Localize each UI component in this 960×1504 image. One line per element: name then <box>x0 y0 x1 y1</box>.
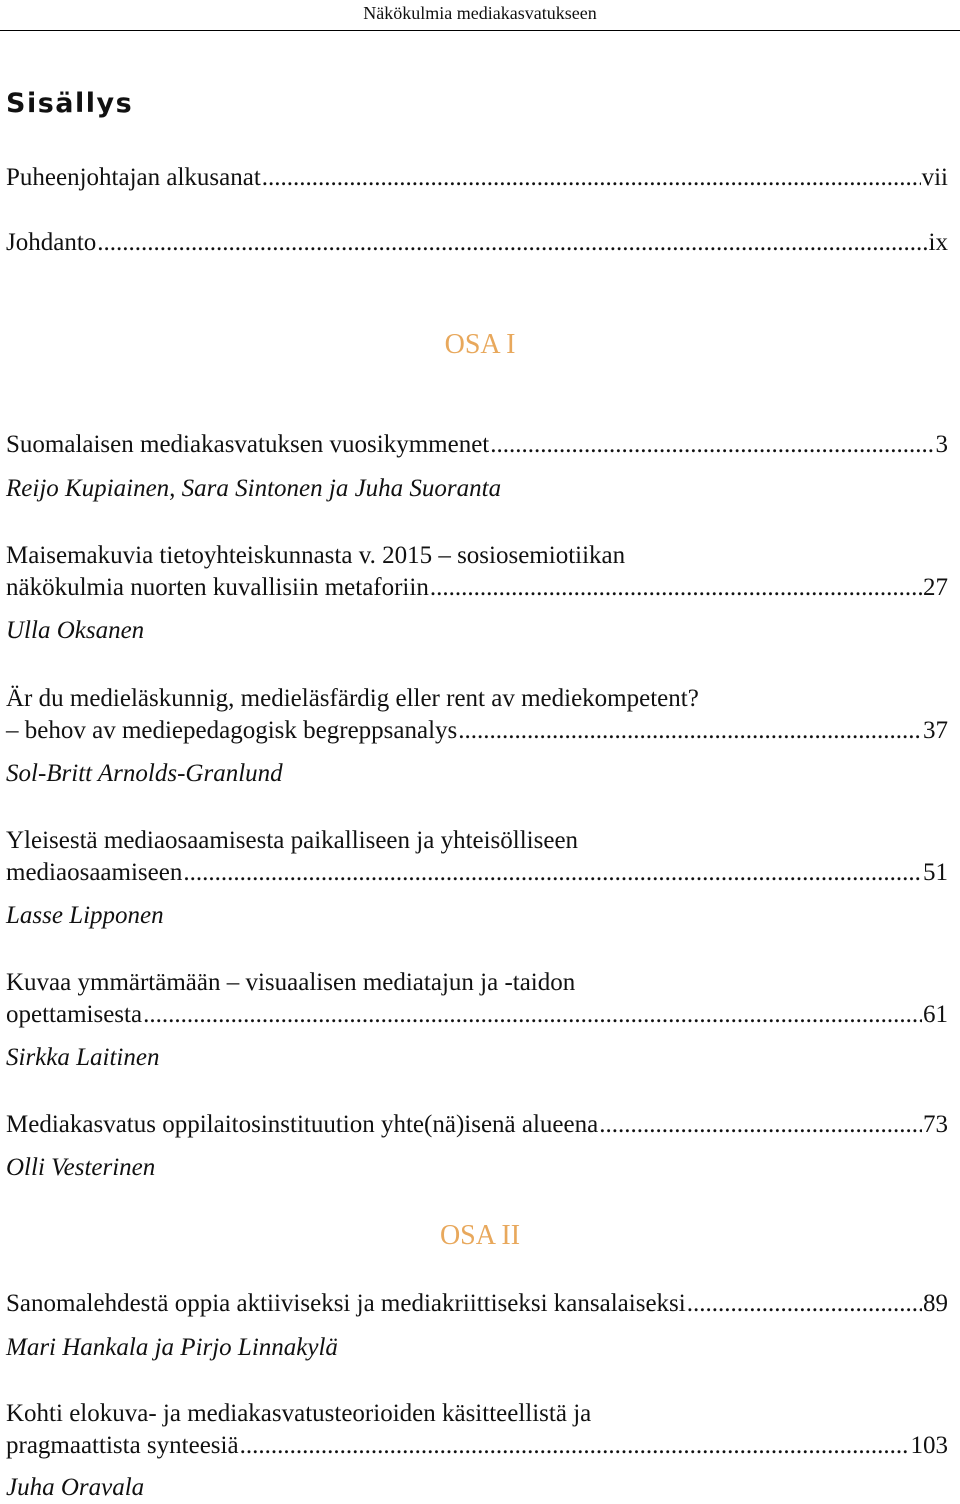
toc-entry[interactable] <box>6 1109 948 1141</box>
dot-leader <box>143 999 922 1031</box>
toc-entry-title-line: Maisemakuvia tietoyhteiskunnasta v. 2015 – sosiosemiotiikan <box>6 542 626 569</box>
toc-entry-title: mediaosaamiseen <box>6 859 183 886</box>
part-heading-1: OSA I <box>444 329 516 360</box>
toc-page-number: 73 <box>923 1111 948 1138</box>
dot-leader <box>687 1288 922 1320</box>
toc-entry[interactable] <box>6 572 948 604</box>
running-head: Näkökulmia mediakasvatukseen <box>0 0 960 31</box>
dot-leader <box>262 162 921 194</box>
toc-entry[interactable] <box>6 857 948 889</box>
toc-entry[interactable] <box>6 1288 948 1320</box>
toc-entry-title: Mediakasvatus oppilaitosinstituution yhte(nä)isenä alueena <box>6 1111 599 1138</box>
toc-page-number: 3 <box>935 431 948 458</box>
toc-entry-author: Sirkka Laitinen <box>6 1044 160 1071</box>
toc-entry-title: opettamisesta <box>6 1001 143 1028</box>
dot-leader <box>458 715 922 747</box>
toc-entry-foreword[interactable] <box>6 162 948 194</box>
contents-heading: Sisällys <box>6 88 134 119</box>
toc-entry-title: Johdanto <box>6 229 97 256</box>
toc-entry-author: Lasse Lipponen <box>6 902 164 929</box>
toc-entry[interactable] <box>6 999 948 1031</box>
toc-entry-author: Sol-Britt Arnolds-Granlund <box>6 760 283 787</box>
toc-entry-author: Mari Hankala ja Pirjo Linnakylä <box>6 1334 338 1361</box>
toc-page-number: ix <box>928 229 948 256</box>
toc-entry-title: näkökulmia nuorten kuvallisiin metaforiin <box>6 574 429 601</box>
part-heading-2: OSA II <box>439 1220 521 1251</box>
toc-entry-title: Suomalaisen mediakasvatuksen vuosikymmenet <box>6 431 490 458</box>
toc-entry-title-line: Yleisestä mediaosaamisesta paikalliseen ja yhteisölliseen <box>6 827 579 854</box>
toc-entry-title-line: Kohti elokuva- ja mediakasvatusteorioiden käsitteellistä ja <box>6 1400 592 1427</box>
toc-page-number: 51 <box>923 859 948 886</box>
toc-page-number: vii <box>921 164 948 191</box>
toc-entry-title-line: Är du medieläskunnig, medieläsfärdig eller rent av mediekompetent? <box>6 685 699 712</box>
toc-page-number: 27 <box>923 574 948 601</box>
dot-leader <box>97 227 927 259</box>
toc-entry-title: Puheenjohtajan alkusanat <box>6 164 261 191</box>
toc-entry-author: Juha Oravala <box>6 1474 145 1501</box>
toc-page-number: 61 <box>923 1001 948 1028</box>
toc-page-number: 103 <box>910 1432 948 1459</box>
dot-leader <box>240 1430 910 1462</box>
dot-leader <box>490 429 934 461</box>
toc-entry[interactable] <box>6 1430 948 1462</box>
dot-leader <box>430 572 922 604</box>
toc-entry-introduction[interactable] <box>6 227 948 259</box>
dot-leader <box>599 1109 922 1141</box>
toc-entry-title: Sanomalehdestä oppia aktiiviseksi ja mediakriittiseksi kansalaiseksi <box>6 1290 686 1317</box>
toc-page-number: 89 <box>923 1290 948 1317</box>
toc-entry-title: – behov av mediepedagogisk begreppsanalys <box>6 717 458 744</box>
toc-entry-author: Ulla Oksanen <box>6 617 145 644</box>
dot-leader <box>183 857 922 889</box>
toc-page-number: 37 <box>923 717 948 744</box>
toc-entry-title: pragmaattista synteesiä <box>6 1432 239 1459</box>
toc-entry-author: Reijo Kupiainen, Sara Sintonen ja Juha Suoranta <box>6 475 502 502</box>
toc-entry[interactable] <box>6 715 948 747</box>
toc-entry-author: Olli Vesterinen <box>6 1154 156 1181</box>
toc-entry[interactable] <box>6 429 948 461</box>
toc-entry-title-line: Kuvaa ymmärtämään – visuaalisen mediatajun ja -taidon <box>6 969 576 996</box>
